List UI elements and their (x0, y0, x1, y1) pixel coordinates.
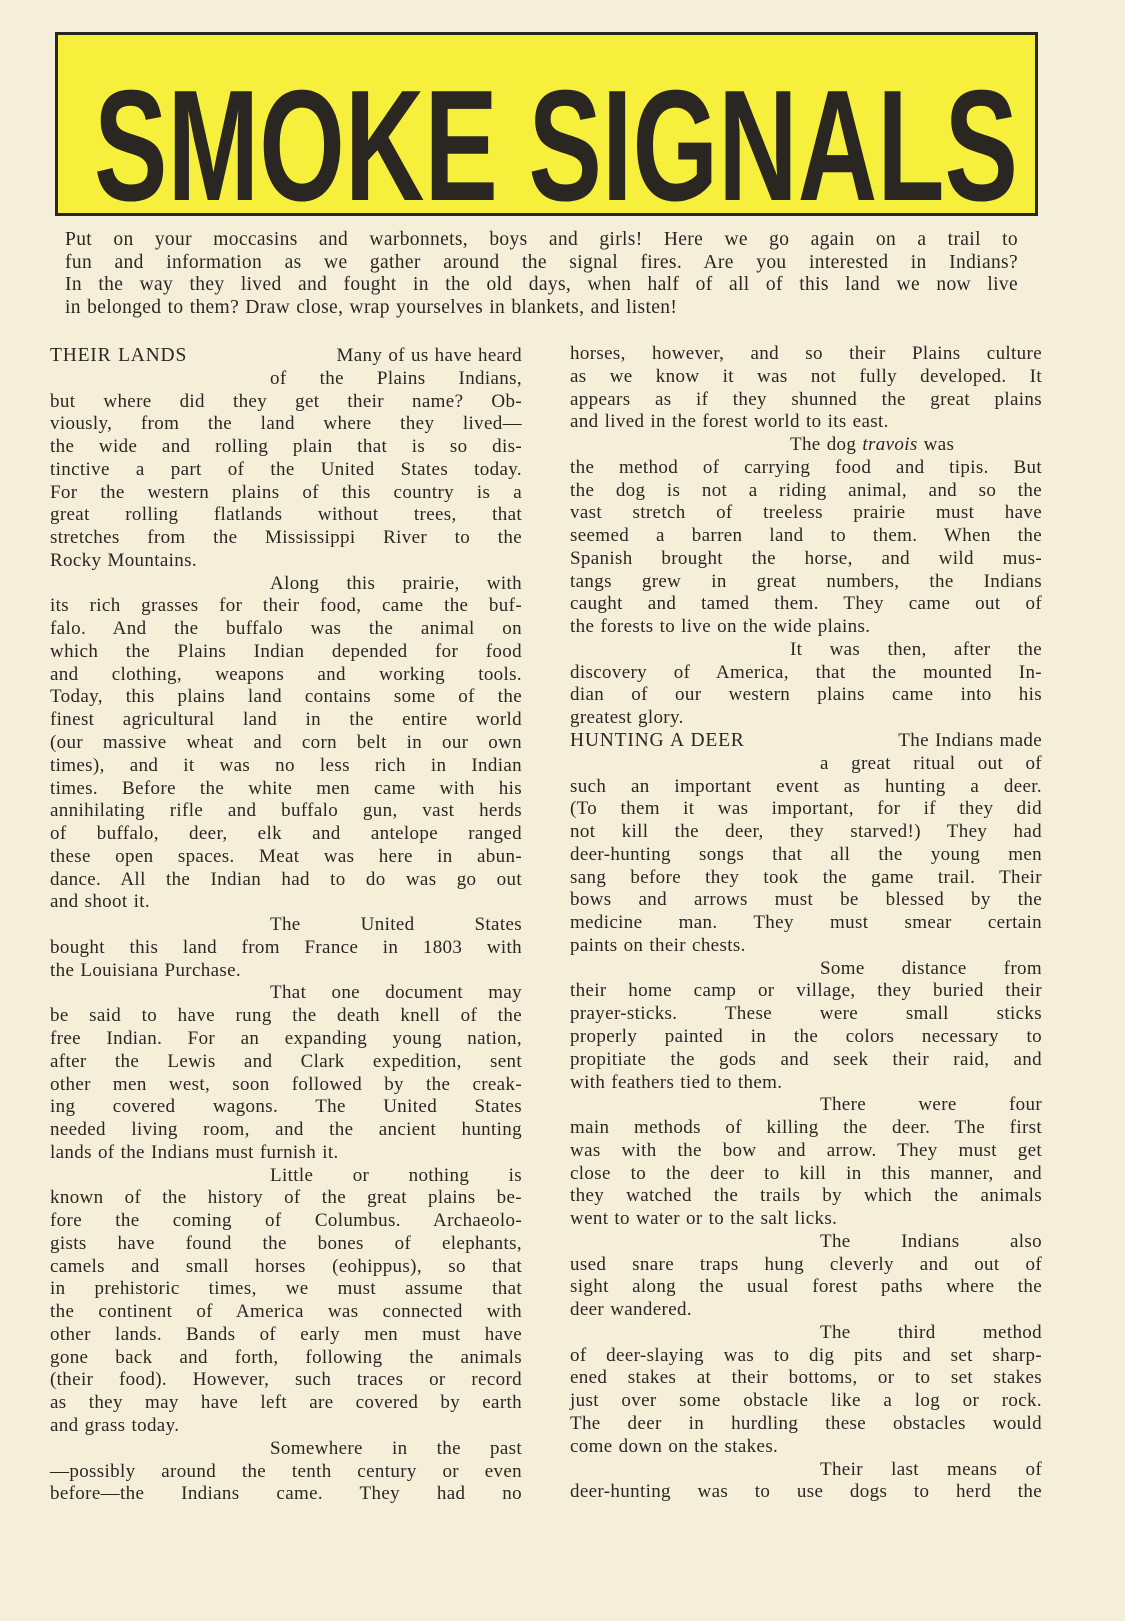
text-line: stretches from the Mississippi River to the (50, 527, 522, 549)
text-line: tangs grew in great numbers, the Indians (570, 570, 1042, 592)
line-text: Many of us have heard (336, 345, 522, 366)
section-heading: THEIR LANDS (50, 345, 188, 366)
text-line: dian of our western plains came into his (570, 684, 1042, 706)
text-line: deer wandered. (570, 1299, 692, 1321)
text-line: sight along the usual forest paths where the (570, 1276, 1042, 1298)
text-line: its rich grasses for their food, came the buf- (50, 595, 522, 617)
text-line: appears as if they shunned the great plains (570, 388, 1042, 410)
text-line: greatest glory. (570, 707, 684, 729)
text-line: discovery of America, that the mounted In- (570, 661, 1042, 683)
text-line: deer-hunting was to use dogs to herd the (570, 1481, 1042, 1503)
text-line: other men west, soon followed by the creak- (50, 1073, 522, 1095)
text-line: times. Before the white men came with his (50, 777, 522, 799)
text-line: of buffalo, deer, elk and antelope ranged (50, 823, 522, 845)
text-line: seemed a barren land to them. When the (570, 525, 1042, 547)
intro-paragraph (65, 229, 1018, 319)
text-line: close to the deer to kill in this manner, and (570, 1162, 1042, 1184)
text-line: falo. And the buffalo was the animal on (50, 618, 522, 640)
text-line: and lived in the forest world to its east. (570, 411, 889, 433)
line-text (790, 434, 954, 455)
text-line: (our massive wheat and corn belt in our own (50, 732, 522, 754)
text-line: times), and it was no less rich in Indian (50, 754, 522, 776)
text-line: such an important event as hunting a deer. (570, 775, 1042, 797)
text-line: viously, from the land where they lived— (50, 413, 522, 435)
text-line: In the way they lived and fought in the old days, when half of all of this land we now live (65, 274, 1018, 296)
text-line: and shoot it. (50, 891, 150, 913)
text-line: Along this prairie, with (270, 572, 522, 594)
text-line: ened stakes at their bottoms, or to set stakes (570, 1367, 1042, 1389)
text-line: deer-hunting songs that all the young men (570, 843, 1042, 865)
text-line: Some distance from (820, 957, 1042, 979)
text-line: caught and tamed them. They came out of (570, 593, 1042, 615)
text-line: annihilating rifle and buffalo gun, vast herds (50, 800, 522, 822)
text-line: bought this land from France in 1803 with (50, 936, 522, 958)
text-line: For the western plains of this country is a (50, 481, 522, 503)
line-text-post: was (917, 434, 955, 456)
text-line: finest agricultural land in the entire world (50, 709, 522, 731)
text-line: the dog is not a riding animal, and so the (570, 479, 1042, 501)
text-line: after the Lewis and Clark expedition, sent (50, 1050, 522, 1072)
page-title: SMOKE SIGNALS (94, 58, 1018, 213)
text-line: the forests to live on the wide plains. (570, 616, 871, 638)
text-line: in belonged to them? Draw close, wrap yourselves in blankets, and listen! (65, 296, 678, 318)
text-line: not kill the deer, they starved!) They had (570, 821, 1042, 843)
text-line: Put on your moccasins and warbonnets, boys and girls! Here we go again on a trail to (65, 229, 1018, 250)
text-line: camels and small horses (eohippus), so that (50, 1255, 522, 1277)
text-line: was with the bow and arrow. They must get (570, 1139, 1042, 1161)
text-line: and clothing, weapons and working tools. (50, 663, 522, 685)
section-heading: HUNTING A DEER (570, 730, 745, 752)
right-column (570, 343, 1042, 1504)
text-line: great rolling flatlands without trees, that (50, 504, 522, 526)
text-line: tinctive a part of the United States today. (50, 458, 522, 480)
text-line: fun and information as we gather around the signal fires. Are you interested in Indians? (65, 251, 1018, 273)
text-line: other lands. Bands of early men must have (50, 1323, 522, 1345)
text-line: of deer-slaying was to dig pits and set sharp- (570, 1344, 1042, 1366)
left-column (50, 345, 522, 1506)
text-line: their home camp or village, they buried their (570, 980, 1042, 1002)
text-line: come down on the stakes. (570, 1435, 779, 1457)
text-line: dance. All the Indian had to do was go out (50, 868, 522, 890)
text-line: as they may have left are covered by earth (50, 1392, 522, 1414)
text-line: free Indian. For an expanding young nation, (50, 1027, 522, 1049)
text-line: used snare traps hung cleverly and out of (570, 1253, 1042, 1275)
text-line: (To them it was important, for if they did (570, 798, 1042, 820)
text-line: horses, however, and so their Plains culture (570, 343, 1042, 364)
text-line: The third method (820, 1321, 1042, 1343)
line-text: The Indians made (898, 730, 1042, 752)
text-line: the method of carrying food and tipis. But (570, 456, 1042, 478)
line-text-pre: The dog (790, 434, 863, 456)
text-line (570, 730, 1042, 753)
text-line: they watched the trails by which the animals (570, 1185, 1042, 1207)
text-line: main methods of killing the deer. The first (570, 1117, 1042, 1139)
text-line: There were four (820, 1094, 1042, 1116)
text-line: which the Plains Indian depended for food (50, 640, 522, 662)
text-line: be said to have rung the death knell of the (50, 1005, 522, 1027)
text-line: but where did they get their name? Ob- (50, 390, 522, 412)
text-line: (their food). However, such traces or record (50, 1369, 522, 1391)
text-line: prayer-sticks. These were small sticks (570, 1003, 1042, 1025)
text-line: The Indians also (820, 1230, 1042, 1252)
text-line: paints on their chests. (570, 934, 746, 956)
text-line: fore the coming of Columbus. Archaeolo- (50, 1210, 522, 1232)
text-line: needed living room, and the ancient hunting (50, 1119, 522, 1141)
text-line: The United States (270, 914, 522, 936)
text-line: The deer in hurdling these obstacles would (570, 1412, 1042, 1434)
text-line: lands of the Indians must furnish it. (50, 1141, 339, 1163)
text-line: That one document may (270, 982, 522, 1004)
text-line: went to water or to the salt licks. (570, 1208, 838, 1230)
text-line: as we know it was not fully developed. It (570, 365, 1042, 387)
text-line: ing covered wagons. The United States (50, 1096, 522, 1118)
text-line: of the Plains Indians, (270, 367, 522, 389)
text-line: the continent of America was connected with (50, 1301, 522, 1323)
text-line: sang before they took the game trail. Their (570, 866, 1042, 888)
title-svg (58, 35, 1035, 213)
text-line: Somewhere in the past (270, 1437, 522, 1459)
text-line: a great ritual out of (820, 752, 1042, 774)
text-line: Rocky Mountains. (50, 549, 197, 571)
text-line: Their last means of (820, 1458, 1042, 1480)
text-line: gone back and forth, following the animals (50, 1346, 522, 1368)
text-line: the wide and rolling plain that is so dis- (50, 436, 522, 458)
text-line: bows and arrows must be blessed by the (570, 889, 1042, 911)
text-line: before—the Indians came. They had no (50, 1483, 522, 1505)
text-line: vast stretch of treeless prairie must have (570, 502, 1042, 524)
text-line: with feathers tied to them. (570, 1071, 783, 1093)
text-line: propitiate the gods and seek their raid, and (570, 1048, 1042, 1070)
text-line: just over some obstacle like a log or rock. (570, 1390, 1042, 1412)
text-line: Spanish brought the horse, and wild mus- (570, 547, 1042, 569)
text-line: gists have found the bones of elephants, (50, 1232, 522, 1254)
text-line: It was then, after the (790, 638, 1042, 660)
text-line: and grass today. (50, 1414, 180, 1436)
text-line: —possibly around the tenth century or even (50, 1460, 522, 1482)
text-line: Today, this plains land contains some of the (50, 686, 522, 708)
text-line: medicine man. They must smear certain (570, 912, 1042, 934)
text-line (570, 434, 1042, 457)
text-line: these open spaces. Meat was here in abun- (50, 845, 522, 867)
italic-term: travois (862, 434, 918, 456)
text-line: Little or nothing is (270, 1164, 522, 1186)
text-line: in prehistoric times, we must assume that (50, 1278, 522, 1300)
title-banner (55, 32, 1038, 216)
text-line: properly painted in the colors necessary to (570, 1025, 1042, 1047)
text-line: the Louisiana Purchase. (50, 959, 242, 981)
text-line (50, 345, 522, 368)
text-line: known of the history of the great plains be- (50, 1187, 522, 1209)
